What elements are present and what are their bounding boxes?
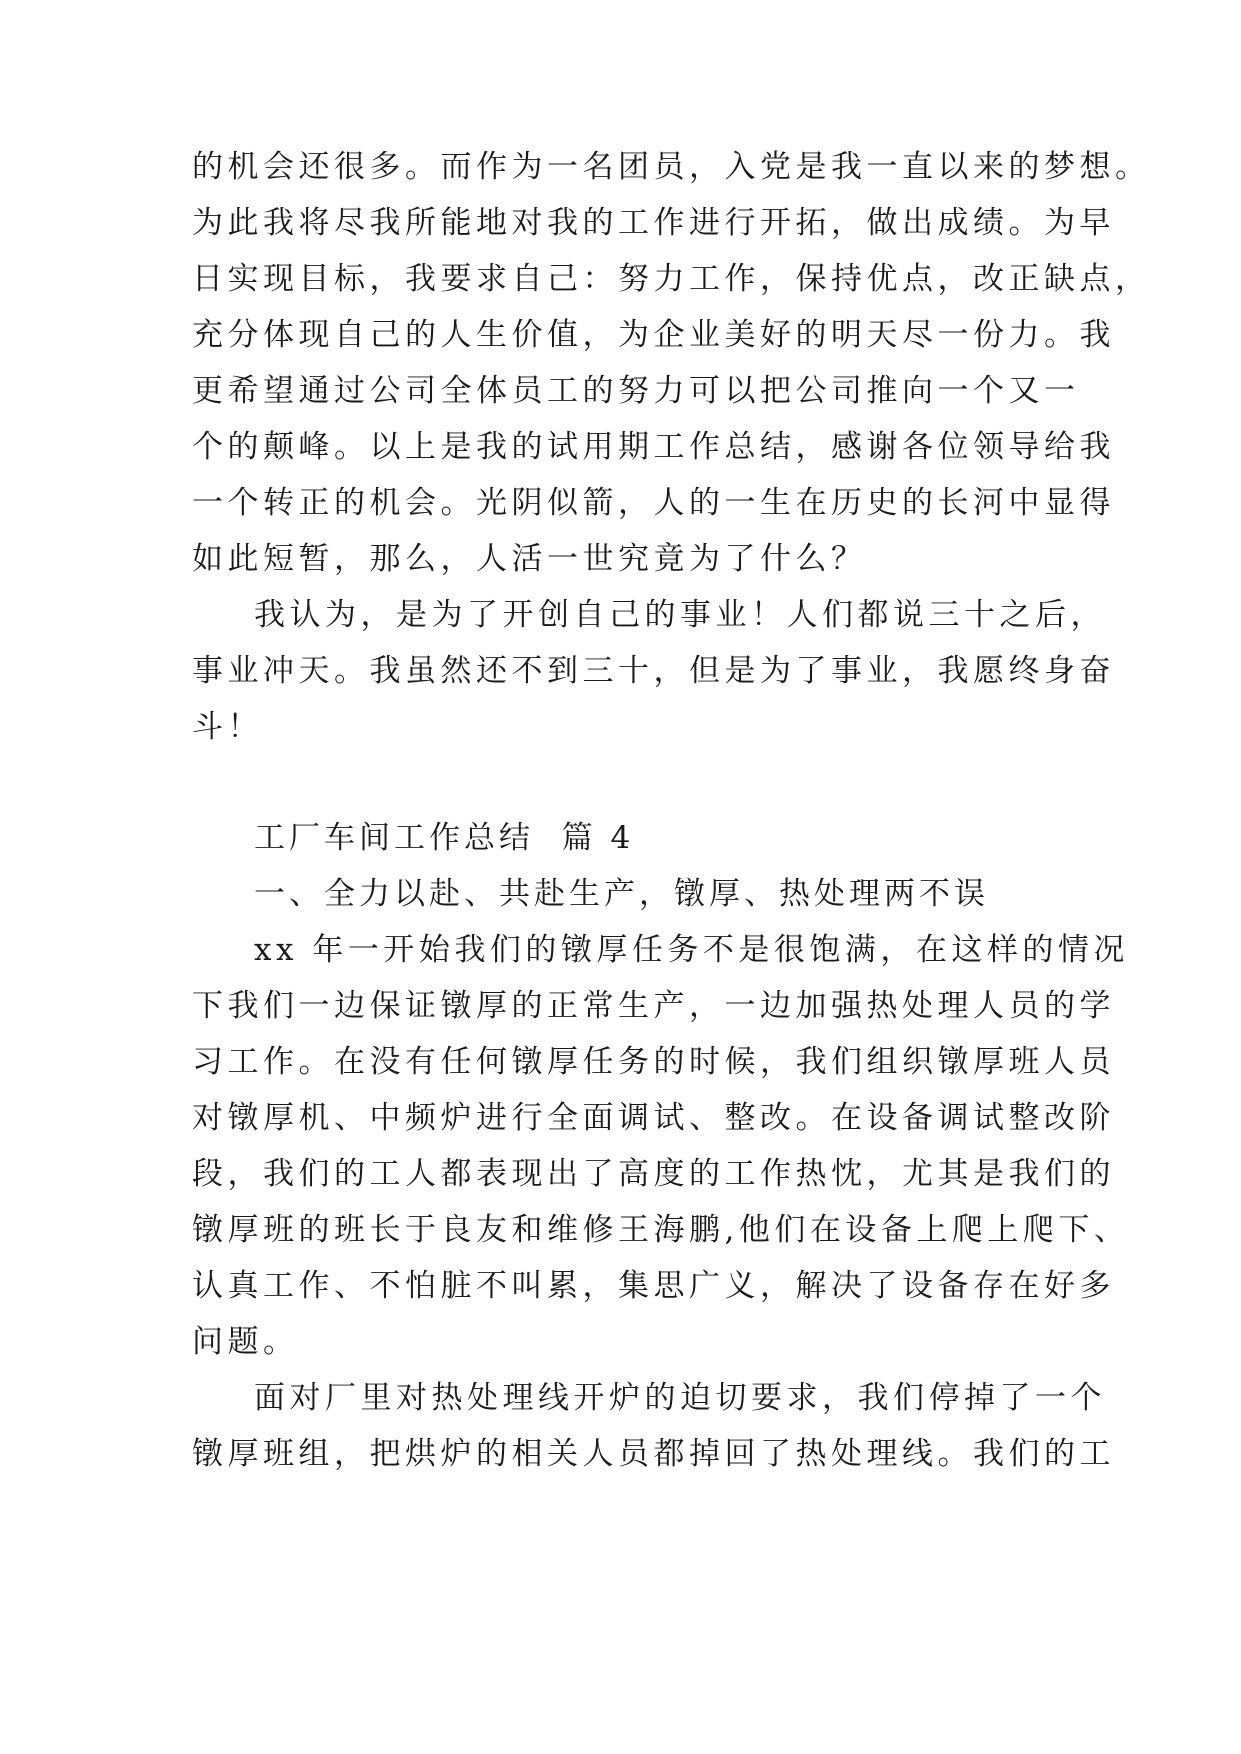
paragraph-line: 面对厂里对热处理线开炉的迫切要求，我们停掉了一个: [254, 1380, 1106, 1416]
paragraph-line: 更希望通过公司全体员工的努力可以把公司推向一个又一: [192, 373, 1080, 409]
paragraph-line: 习工作。在没有任何镦厚任务的时候，我们组织镦厚班人员: [192, 1044, 1115, 1080]
paragraph-line: 下我们一边保证镦厚的正常生产，一边加强热处理人员的学: [192, 988, 1115, 1024]
paragraph-line: 镦厚班的班长于良友和维修王海鹏,他们在设备上爬上爬下、: [192, 1212, 1130, 1248]
paragraph-line: 我认为，是为了开创自己的事业！人们都说三十之后，: [254, 597, 1106, 633]
paragraph-line: 日实现目标，我要求自己：努力工作，保持优点，改正缺点，: [192, 261, 1151, 297]
paragraph-line: 为此我将尽我所能地对我的工作进行开拓，做出成绩。为早: [192, 205, 1115, 241]
paragraph-line: 认真工作、不怕脏不叫累，集思广义，解决了设备存在好多: [192, 1268, 1115, 1304]
paragraph-line: 一个转正的机会。光阴似箭，人的一生在历史的长河中显得: [192, 485, 1115, 521]
paragraph-line: 充分体现自己的人生价值，为企业美好的明天尽一份力。我: [192, 317, 1115, 353]
section-title: 工厂车间工作总结 篇 4: [254, 820, 635, 856]
document-body: [192, 0, 1151, 1754]
subheading: 一、全力以赴、共赴生产，镦厚、热处理两不误: [254, 876, 989, 912]
paragraph-line: 个的颠峰。以上是我的试用期工作总结，感谢各位领导给我: [192, 429, 1115, 465]
paragraph-line: 的机会还很多。而作为一名团员，入党是我一直以来的梦想。: [192, 149, 1151, 185]
paragraph-line: 镦厚班组，把烘炉的相关人员都掉回了热处理线。我们的工: [192, 1436, 1115, 1472]
paragraph-line: 问题。: [192, 1324, 299, 1360]
paragraph-line: 斗！: [192, 709, 263, 745]
paragraph-line: xx 年一开始我们的镦厚任务不是很饱满，在这样的情况: [254, 932, 1129, 968]
paragraph-line: 对镦厚机、中频炉进行全面调试、整改。在设备调试整改阶: [192, 1100, 1115, 1136]
paragraph-line: 段，我们的工人都表现出了高度的工作热忱，尤其是我们的: [192, 1156, 1115, 1192]
paragraph-line: 如此短暂，那么，人活一世究竟为了什么？: [192, 541, 867, 577]
paragraph-line: 事业冲天。我虽然还不到三十，但是为了事业，我愿终身奋: [192, 653, 1115, 689]
